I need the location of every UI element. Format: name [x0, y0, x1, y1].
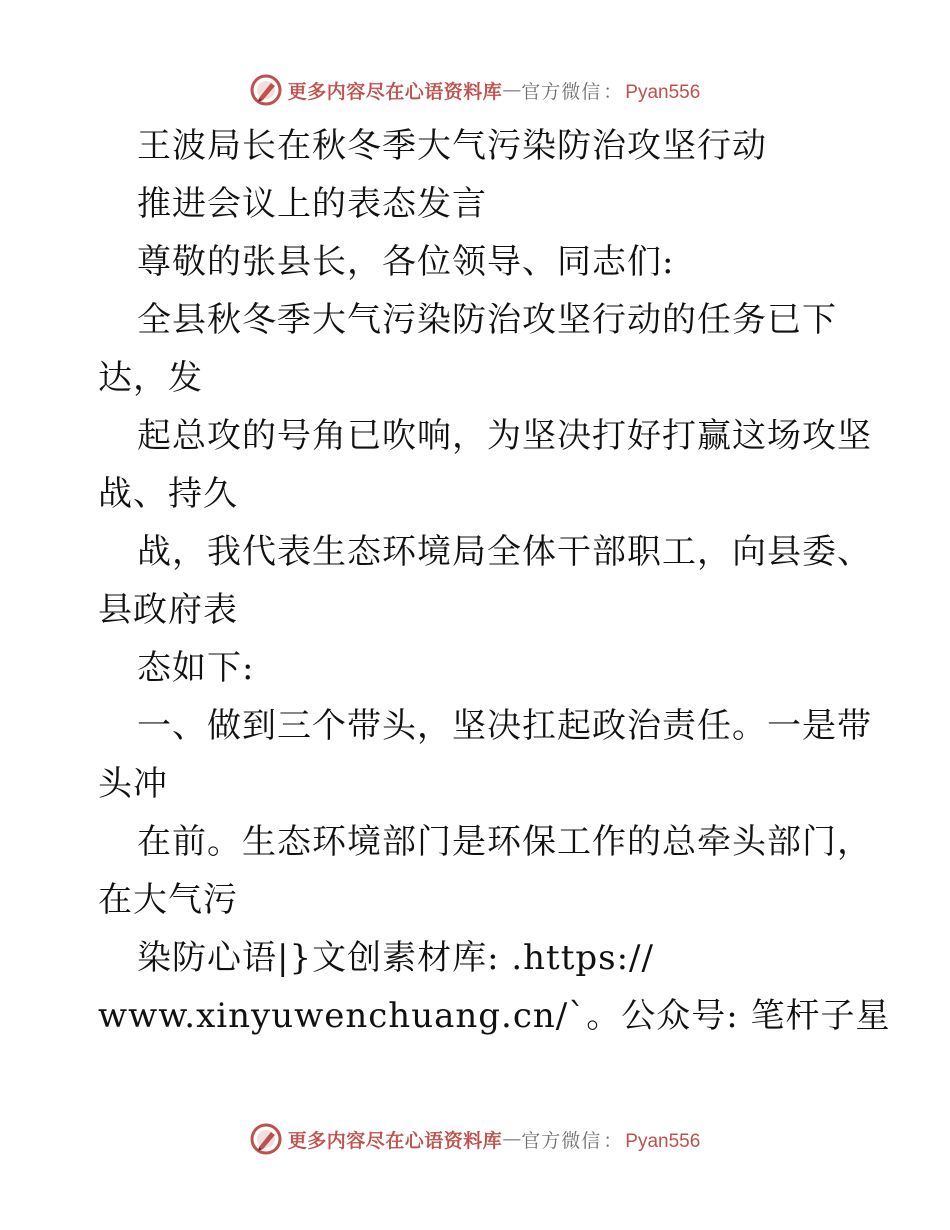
pen-logo-icon	[250, 74, 282, 106]
contact-label: 官方微信	[521, 80, 602, 103]
doc-line: 全县秋冬季大气污染防治攻坚行动的任务已下	[137, 300, 837, 340]
wechat-id: Pyan556	[625, 81, 701, 103]
banner-separator: —	[502, 1128, 522, 1150]
doc-line: 染防心语|}文创素材库: .https://	[137, 938, 654, 978]
doc-line: 战、持久	[98, 474, 238, 514]
doc-line: 态如下:	[137, 648, 255, 688]
footer-watermark-banner	[0, 1119, 950, 1159]
header-watermark-banner	[0, 70, 950, 110]
banner-contact	[521, 1126, 700, 1153]
doc-line: 一、做到三个带头，坚决扛起政治责任。一是带	[137, 706, 872, 746]
contact-separator: ：	[603, 1129, 624, 1152]
doc-line: 王波局长在秋冬季大气污染防治攻坚行动	[137, 126, 767, 166]
contact-label: 官方微信	[521, 1129, 602, 1152]
doc-line: www.xinyuwenchuang.cn/`。公众号: 笔杆子星	[98, 996, 891, 1036]
contact-separator: ：	[603, 80, 624, 103]
doc-line: 起总攻的号角已吹响，为坚决打好打赢这场攻坚	[137, 416, 872, 456]
doc-line: 推进会议上的表态发言	[137, 184, 487, 224]
pen-logo-icon	[250, 1123, 282, 1155]
document-body	[0, 117, 950, 1045]
banner-contact	[521, 77, 700, 104]
doc-line: 尊敬的张县长，各位领导、同志们:	[137, 242, 675, 282]
doc-line: 县政府表	[98, 590, 238, 630]
banner-brand-text: 更多内容尽在心语资料库	[287, 1129, 503, 1152]
doc-line: 在大气污	[98, 880, 238, 920]
doc-line: 在前。生态环境部门是环保工作的总牵头部门，	[137, 822, 872, 862]
banner-brand-text: 更多内容尽在心语资料库	[287, 80, 503, 103]
doc-line: 头冲	[98, 764, 168, 804]
wechat-id: Pyan556	[625, 1130, 701, 1152]
doc-line: 达，发	[98, 358, 203, 398]
banner-separator: —	[502, 79, 522, 101]
doc-line: 战，我代表生态环境局全体干部职工，向县委、	[137, 532, 872, 572]
